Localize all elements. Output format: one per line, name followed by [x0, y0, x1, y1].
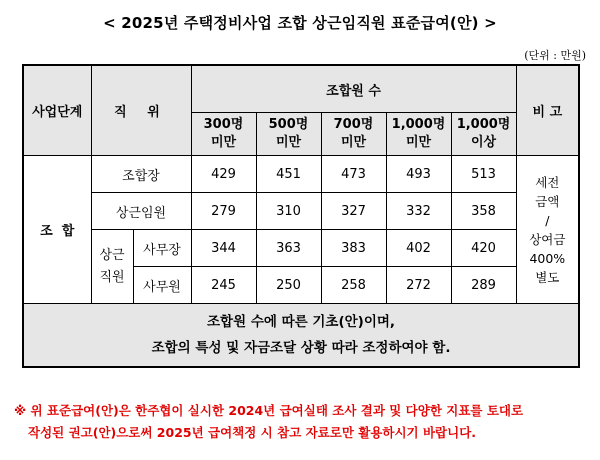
header-size-col: 1,000명 미만 [386, 113, 451, 156]
value-cell: 258 [321, 267, 386, 304]
value-cell: 493 [386, 156, 451, 193]
group-cell: 상근 직원 [91, 230, 133, 304]
value-cell: 383 [321, 230, 386, 267]
position-cell: 사무장 [133, 230, 191, 267]
value-cell: 327 [321, 193, 386, 230]
value-cell: 451 [256, 156, 321, 193]
footnote [14, 400, 594, 444]
value-cell: 250 [256, 267, 321, 304]
value-cell: 332 [386, 193, 451, 230]
header-size-col: 300명 미만 [191, 113, 256, 156]
table-row [23, 230, 579, 267]
header-size-col: 1,000명 이상 [451, 113, 516, 156]
footnote-line: ※ 위 표준급여(안)은 한주협이 실시한 2024년 급여실태 조사 결과 및 다양한 지표를 토대로 [14, 403, 524, 418]
note-line: 조합원 수에 따른 기초(안)이며, [207, 314, 396, 330]
page-title: < 2025년 주택정비사업 조합 상근임직원 표준급여(안) > [103, 14, 497, 32]
unit-label: (단위 : 만원) [524, 49, 586, 62]
value-cell: 344 [191, 230, 256, 267]
remark-cell: 세전 금액 / 상여금 400% 별도 [516, 156, 579, 304]
value-cell: 429 [191, 156, 256, 193]
header-members: 조합원 수 [191, 65, 516, 113]
footnote-line: 작성된 권고(안)으로써 2025년 급여책정 시 참고 자료로만 활용하시기 바랍니다. [28, 425, 477, 440]
header-row-top [23, 65, 579, 113]
header-size-col: 500명 미만 [256, 113, 321, 156]
position-cell: 상근임원 [91, 193, 191, 230]
table-row [23, 193, 579, 230]
stage-cell: 조 합 [23, 156, 91, 304]
note-row [23, 304, 579, 368]
note-line: 조합의 특성 및 자금조달 상황 따라 조정하여야 함. [151, 340, 451, 356]
value-cell: 420 [451, 230, 516, 267]
header-position: 직 위 [91, 65, 191, 156]
header-size-col: 700명 미만 [321, 113, 386, 156]
value-cell: 310 [256, 193, 321, 230]
value-cell: 473 [321, 156, 386, 193]
position-cell: 사무원 [133, 267, 191, 304]
note-cell [23, 304, 579, 368]
value-cell: 289 [451, 267, 516, 304]
header-stage: 사업단계 [23, 65, 91, 156]
position-cell: 조합장 [91, 156, 191, 193]
wage-table [22, 64, 580, 368]
value-cell: 272 [386, 267, 451, 304]
header-remark: 비 고 [516, 65, 579, 156]
value-cell: 402 [386, 230, 451, 267]
value-cell: 279 [191, 193, 256, 230]
value-cell: 358 [451, 193, 516, 230]
value-cell: 245 [191, 267, 256, 304]
value-cell: 363 [256, 230, 321, 267]
table-row [23, 156, 579, 193]
value-cell: 513 [451, 156, 516, 193]
